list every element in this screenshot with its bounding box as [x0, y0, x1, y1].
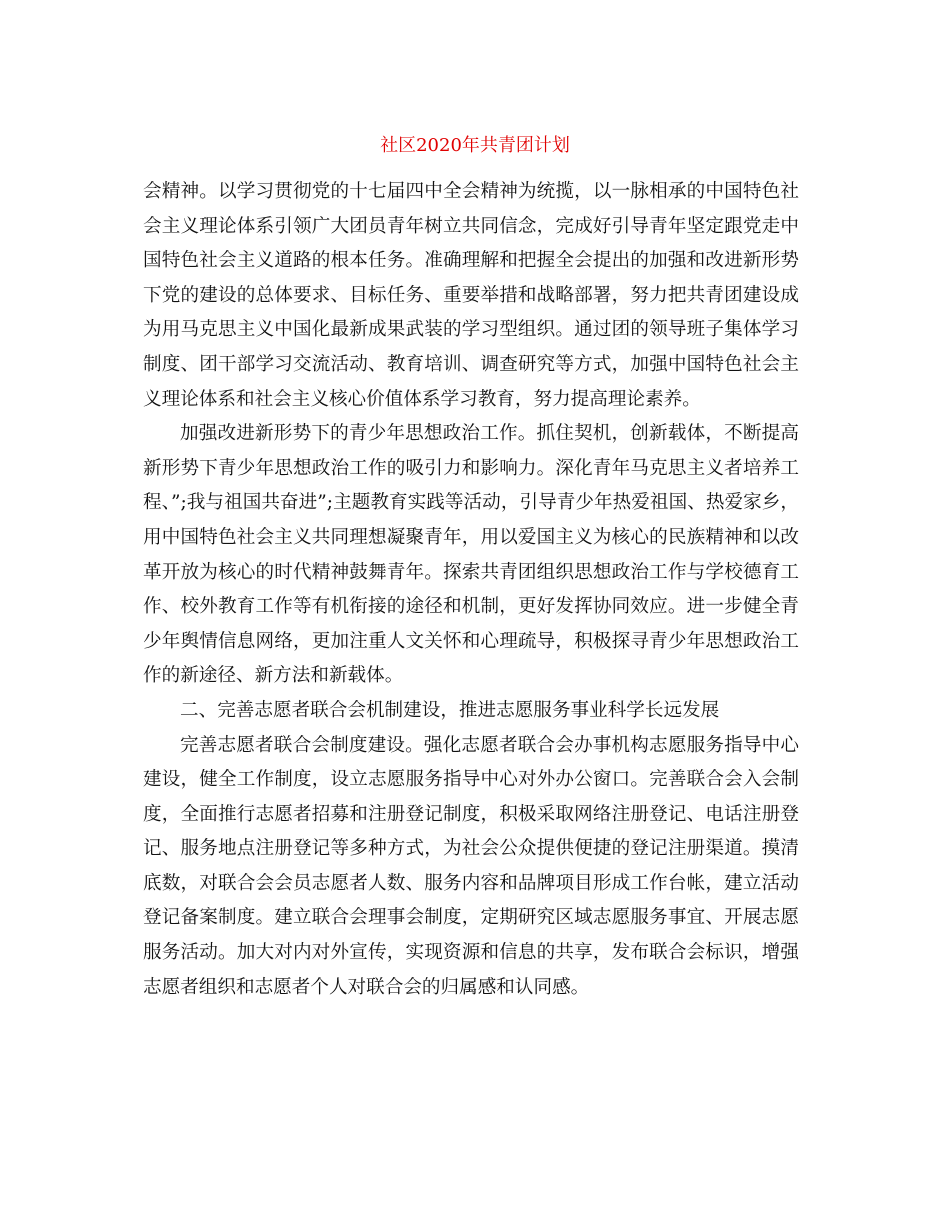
paragraph-volunteer-system: 完善志愿者联合会制度建设。强化志愿者联合会办事机构志愿服务指导中心建设，健全工作制度，设立志愿服务指导中心对外办公窗口。完善联合会入会制度，全面推行志愿者招募和注册登记制度，积极采取网络注册登记、电话注册登记、服务地点注册登记等多种方式，为社会公众提供便捷的登记注册渠道。摸清底数，对联合会会员志愿者人数、服务内容和品牌项目形成工作台帐，建立活动登记备案制度。建立联合会理事会制度，定期研究区域志愿服务事宜、开展志愿服务活动。加大对内对外宣传，实现资源和信息的共享，发布联合会标识，增强志愿者组织和志愿者个人对联合会的归属感和认同感。 — [143, 734, 799, 998]
paragraph-ideology-work: 加强改进新形势下的青少年思想政治工作。抓住契机，创新载体，不断提高新形势下青少年思想政治工作的吸引力和影响力。深化青年马克思主义者培养工程、”;我与祖国共奋进”;主题教育实践等活动，引导青少年热爱祖国、热爱家乡，用中国特色社会主义共同理想凝聚青年，用以爱国主义为核心的民族精神和以改革开放为核心的时代精神鼓舞青年。探索共青团组织思想政治工作与学校德育工作、校外教育工作等有机衔接的途径和机制，更好发挥协同效应。进一步健全青少年舆情信息网络，更加注重人文关怀和心理疏导，积极探寻青少年思想政治工作的新途径、新方法和新载体。 — [143, 423, 799, 687]
document-body — [143, 175, 799, 1005]
paragraph-continued: 会精神。以学习贯彻党的十七届四中全会精神为统揽，以一脉相承的中国特色社会主义理论体系引领广大团员青年树立共同信念，完成好引导青年坚定跟党走中国特色社会主义道路的根本任务。准确理解和把握全会提出的加强和改进新形势下党的建设的总体要求、目标任务、重要举措和战略部署，努力把共青团建设成为用马克思主义中国化最新成果武装的学习型组织。通过团的领导班子集体学习制度、团干部学习交流活动、教育培训、调查研究等方式，加强中国特色社会主义理论体系和社会主义核心价值体系学习教育，努力提高理论素养。 — [143, 181, 799, 410]
document-title: 社区2020年共青团计划 — [380, 135, 570, 156]
section-heading-volunteer: 二、完善志愿者联合会机制建设，推进志愿服务事业科学长远发展 — [180, 699, 720, 721]
